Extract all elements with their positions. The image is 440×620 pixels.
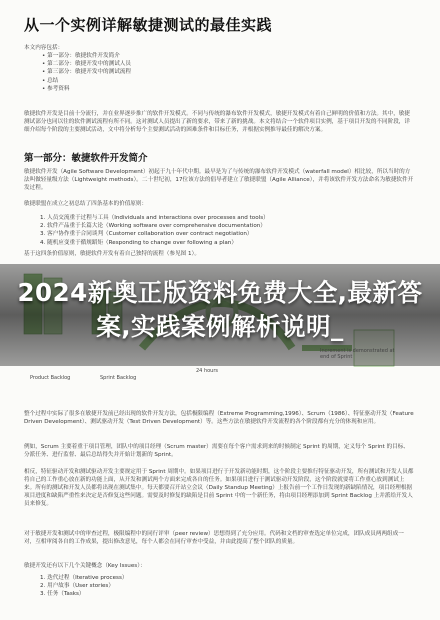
paragraph: 相反，特征驱动开发和测试驱动开发主要规定用于 Sprint 周期中。如果项目进行于开发新功能时期，这个阶段主要推行特征驱动开发，所有测试和开发人员都将自己的工作重心放在新的功能上面，从开发和测试两个方面来完成各自的任务。如果项目进行于测试驱动开发阶段，这个阶段就要将工作重心放到测试上来。所有的测试和开发人员都将出现在测试集中。每天都要召开站立会议（Daily Standup Meeting）上报告前一个工作日发现的新缺陷情况，项目经理根据项目进度和缺陷严重性来决定是否修复这些问题。需要及时修复的缺陷是目前 Sprint 中的一个新任务，将由项目经理添加到 Sprint Backlog 上并派给开发人员来修复。 (24, 469, 414, 507)
page-title: 从一个实例详解敏捷测试的最佳实践 (24, 16, 273, 34)
values-list (40, 214, 269, 247)
toc-list (42, 52, 131, 93)
section1-paragraph: 敏捷软件开发（Agile Software Development）初起于九十年代中期。最早是为了与传统的瀑布软件开发模式（waterfall model）相比较，所以当时的方法叫做轻量级方法（Lightweight methods）。二十世纪初，17位该方法的倡导者建立了敏捷联盟（Agile Alliance），并将该软件开发方法命名为敏捷软件开发过程。 (24, 169, 414, 191)
value-item: 3. 客户协作重于合同谈判（Customer collaboration over contract negotiation） (40, 231, 253, 238)
banner-text: 2024新奥正版资料免费大全,最新答案,实践案例解析说明_ (17, 278, 423, 341)
flow-intro: 基于这四条价值原则，敏捷软件开发有着自己独特的流程（参见图 1）。 (24, 251, 200, 257)
section-heading: 第一部分：敏捷软件开发简介 (24, 153, 148, 164)
paragraph: 敏捷开发还有以下几个关键概念（Key Issues）： (24, 563, 146, 569)
label-product-backlog: Product Backlog (30, 375, 71, 381)
value-item: 1. 人员交流重于过程与工具（Individuals and interactions over processes and tools） (40, 215, 269, 221)
key-issues-list (40, 574, 127, 599)
paragraph: 对于敏捷开发和测试中的审查过程，极限编程中的同行评审（peer review）思想得到了充分应用。代码和文档的审查选定单位完成，团队成员两两组成一对，互相审阅各自的工作成果，提出修改意见，每个人都会在同行审查中受益，并由此提高了整个团队的质量。 (24, 531, 404, 545)
values-intro: 敏捷联盟在成立之初总结了四条基本的价值原则： (24, 201, 148, 207)
intro-paragraph: 敏捷软件开发是目前十分流行，并在业界逐步推广的软件开发模式。不同与传统的瀑布软件开发模式，敏捷开发模式有着自己鲜明的价值和方法。其中，敏捷测试部分也同以往的软件测试流程有所不同。这对测试人员提出了新的要求，带来了新的挑战。本文将结合一个软件项目实例，基于项目开发的不同阶段，详细介绍每个阶段的主要测试活动，文中将分析每个主要测试活动的困难条件和目标任务，并根据实例推导最佳的解决方案。 (24, 111, 410, 133)
toc-item[interactable]: • 总结 (42, 77, 59, 84)
key-issue-item: 1. 迭代过程（Iterative process） (40, 575, 128, 581)
label-sprint-backlog: Sprint Backlog (100, 375, 137, 381)
paragraph: 例如，Scrum 主要着重于项目管理，团队中的项目经理（Scrum master）需要在每个客户需求到来的时候制定 Sprint 的周期，定义每个 Sprint 的目标、分派任务、进行监督、最后总结得失并开始计划新的 Sprint。 (24, 444, 409, 458)
toc-item[interactable]: • 第三部分：敏捷开发中的测试流程 (42, 69, 131, 76)
toc-item[interactable]: • 第二部分：敏捷开发中的测试人员 (42, 61, 131, 68)
value-item: 2. 软件产品重于长篇大论（Working software over comprehensive documentation） (40, 223, 266, 230)
toc-item[interactable]: • 参考资料 (42, 85, 70, 92)
key-issue-item: 2. 用户故事（User stories） (40, 583, 114, 590)
toc-heading: 本文内容包括： (24, 45, 64, 51)
value-item: 4. 随机应变重于循规蹈矩（Responding to change over following a plan） (40, 239, 237, 246)
label-daily: 24 hours (196, 368, 219, 374)
toc-item[interactable]: • 第一部分：敏捷软件开发简介 (42, 53, 120, 59)
key-issue-item: 3. 任务（Tasks） (40, 591, 85, 598)
paragraph: 整个过程中实际了很多在敏捷开发前已经出现的软件开发方法，包括极限编程（Extreme Programming,1996）、Scrum（1986）、特征驱动开发（Feature Driven Development）、测试驱动开发（Test Driven Development）等。这些方法在敏捷软件开发流程的各个阶段都有充分的体现和应用。 (24, 411, 414, 425)
